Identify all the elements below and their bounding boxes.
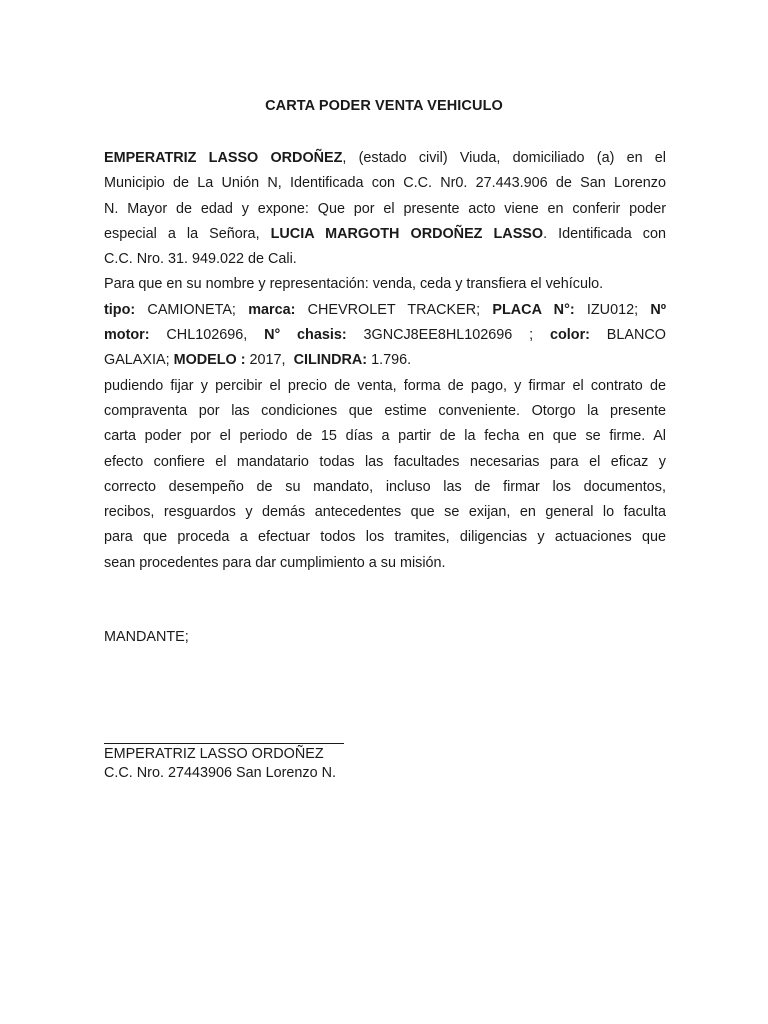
p2-line-1: Para que en su nombre y representación: venda, ceda y transfiera el vehículo. [104, 276, 604, 293]
chasis-label: N° chasis: [264, 327, 347, 344]
placa-value: IZU012; [574, 301, 651, 318]
motor-value: CHL102696, [149, 327, 265, 344]
color-value-a: BLANCO [589, 327, 666, 344]
p2-line-3 [104, 323, 666, 348]
p3-line-6: recibos, resguardos y demás antecedentes que se exijan, en general lo faculta [104, 504, 666, 521]
color-label: color: [549, 327, 590, 344]
cilindra-label: CILINDRA: [293, 352, 368, 369]
document-title: CARTA PODER VENTA VEHICULO [265, 98, 503, 114]
color-value-b: GALAXIA; [104, 352, 174, 369]
motor-label-b: motor: [104, 327, 150, 344]
p3-line-7: para que proceda a efectuar todos los tramites, diligencias y actuaciones que [104, 529, 666, 546]
signature-name: EMPERATRIZ LASSO ORDOÑEZ [104, 746, 324, 762]
marca-value: CHEVROLET TRACKER; [295, 301, 493, 318]
p1-line-1 [104, 146, 666, 171]
marca-label: marca: [248, 301, 296, 318]
cilindra-value: 1.796. [367, 352, 412, 369]
p3-line-8: sean procedentes para dar cumplimiento a su misión. [104, 554, 446, 571]
p1-line-4 [104, 222, 666, 247]
tipo-label: tipo: [104, 301, 136, 318]
modelo-label: MODELO : [173, 352, 246, 369]
p1-line-5: C.C. Nro. 31. 949.022 de Cali. [104, 251, 297, 268]
signature-line [104, 729, 344, 744]
p3-line-5: correcto desempeño de su mandato, incluso las de firmar los documentos, [104, 478, 666, 495]
p1-line-1-rest: , (estado civil) Viuda, domiciliado (a) en el [342, 150, 666, 166]
p1-line-4-post: . Identificada con [543, 225, 667, 242]
attorney-name: LUCIA MARGOTH ORDOÑEZ LASSO [270, 225, 544, 242]
tipo-value: CAMIONETA; [135, 301, 249, 318]
modelo-value: 2017, [245, 352, 294, 369]
p1-line-2: Municipio de La Unión N, Identificada con C.C. Nr0. 27.443.906 de San Lorenzo [104, 175, 666, 192]
p2-line-4 [104, 348, 666, 373]
p1-line-3: N. Mayor de edad y expone: Que por el presente acto viene en conferir poder [104, 200, 666, 217]
motor-label-a: Nº [650, 301, 666, 318]
grantor-name: EMPERATRIZ LASSO ORDOÑEZ [104, 150, 343, 166]
chasis-value: 3GNCJ8EE8HL102696 ; [346, 327, 550, 344]
document-body [104, 146, 666, 576]
p3-line-3: carta poder por el periodo de 15 días a partir de la fecha en que se firme. Al [104, 428, 666, 445]
placa-label: PLACA N°: [492, 301, 575, 318]
mandante-label: MANDANTE; [104, 629, 189, 645]
p2-line-2 [104, 298, 666, 323]
p3-line-2: compraventa por las condiciones que estime conveniente. Otorgo la presente [104, 402, 666, 419]
p3-line-1: pudiendo fijar y percibir el precio de venta, forma de pago, y firmar el contrato de [104, 377, 666, 394]
signature-id: C.C. Nro. 27443906 San Lorenzo N. [104, 765, 336, 781]
p3-line-4: efecto confiere el mandatario todas las facultades necesarias para el eficaz y [104, 453, 666, 470]
p1-line-4-pre: especial a la Señora, [104, 225, 271, 242]
